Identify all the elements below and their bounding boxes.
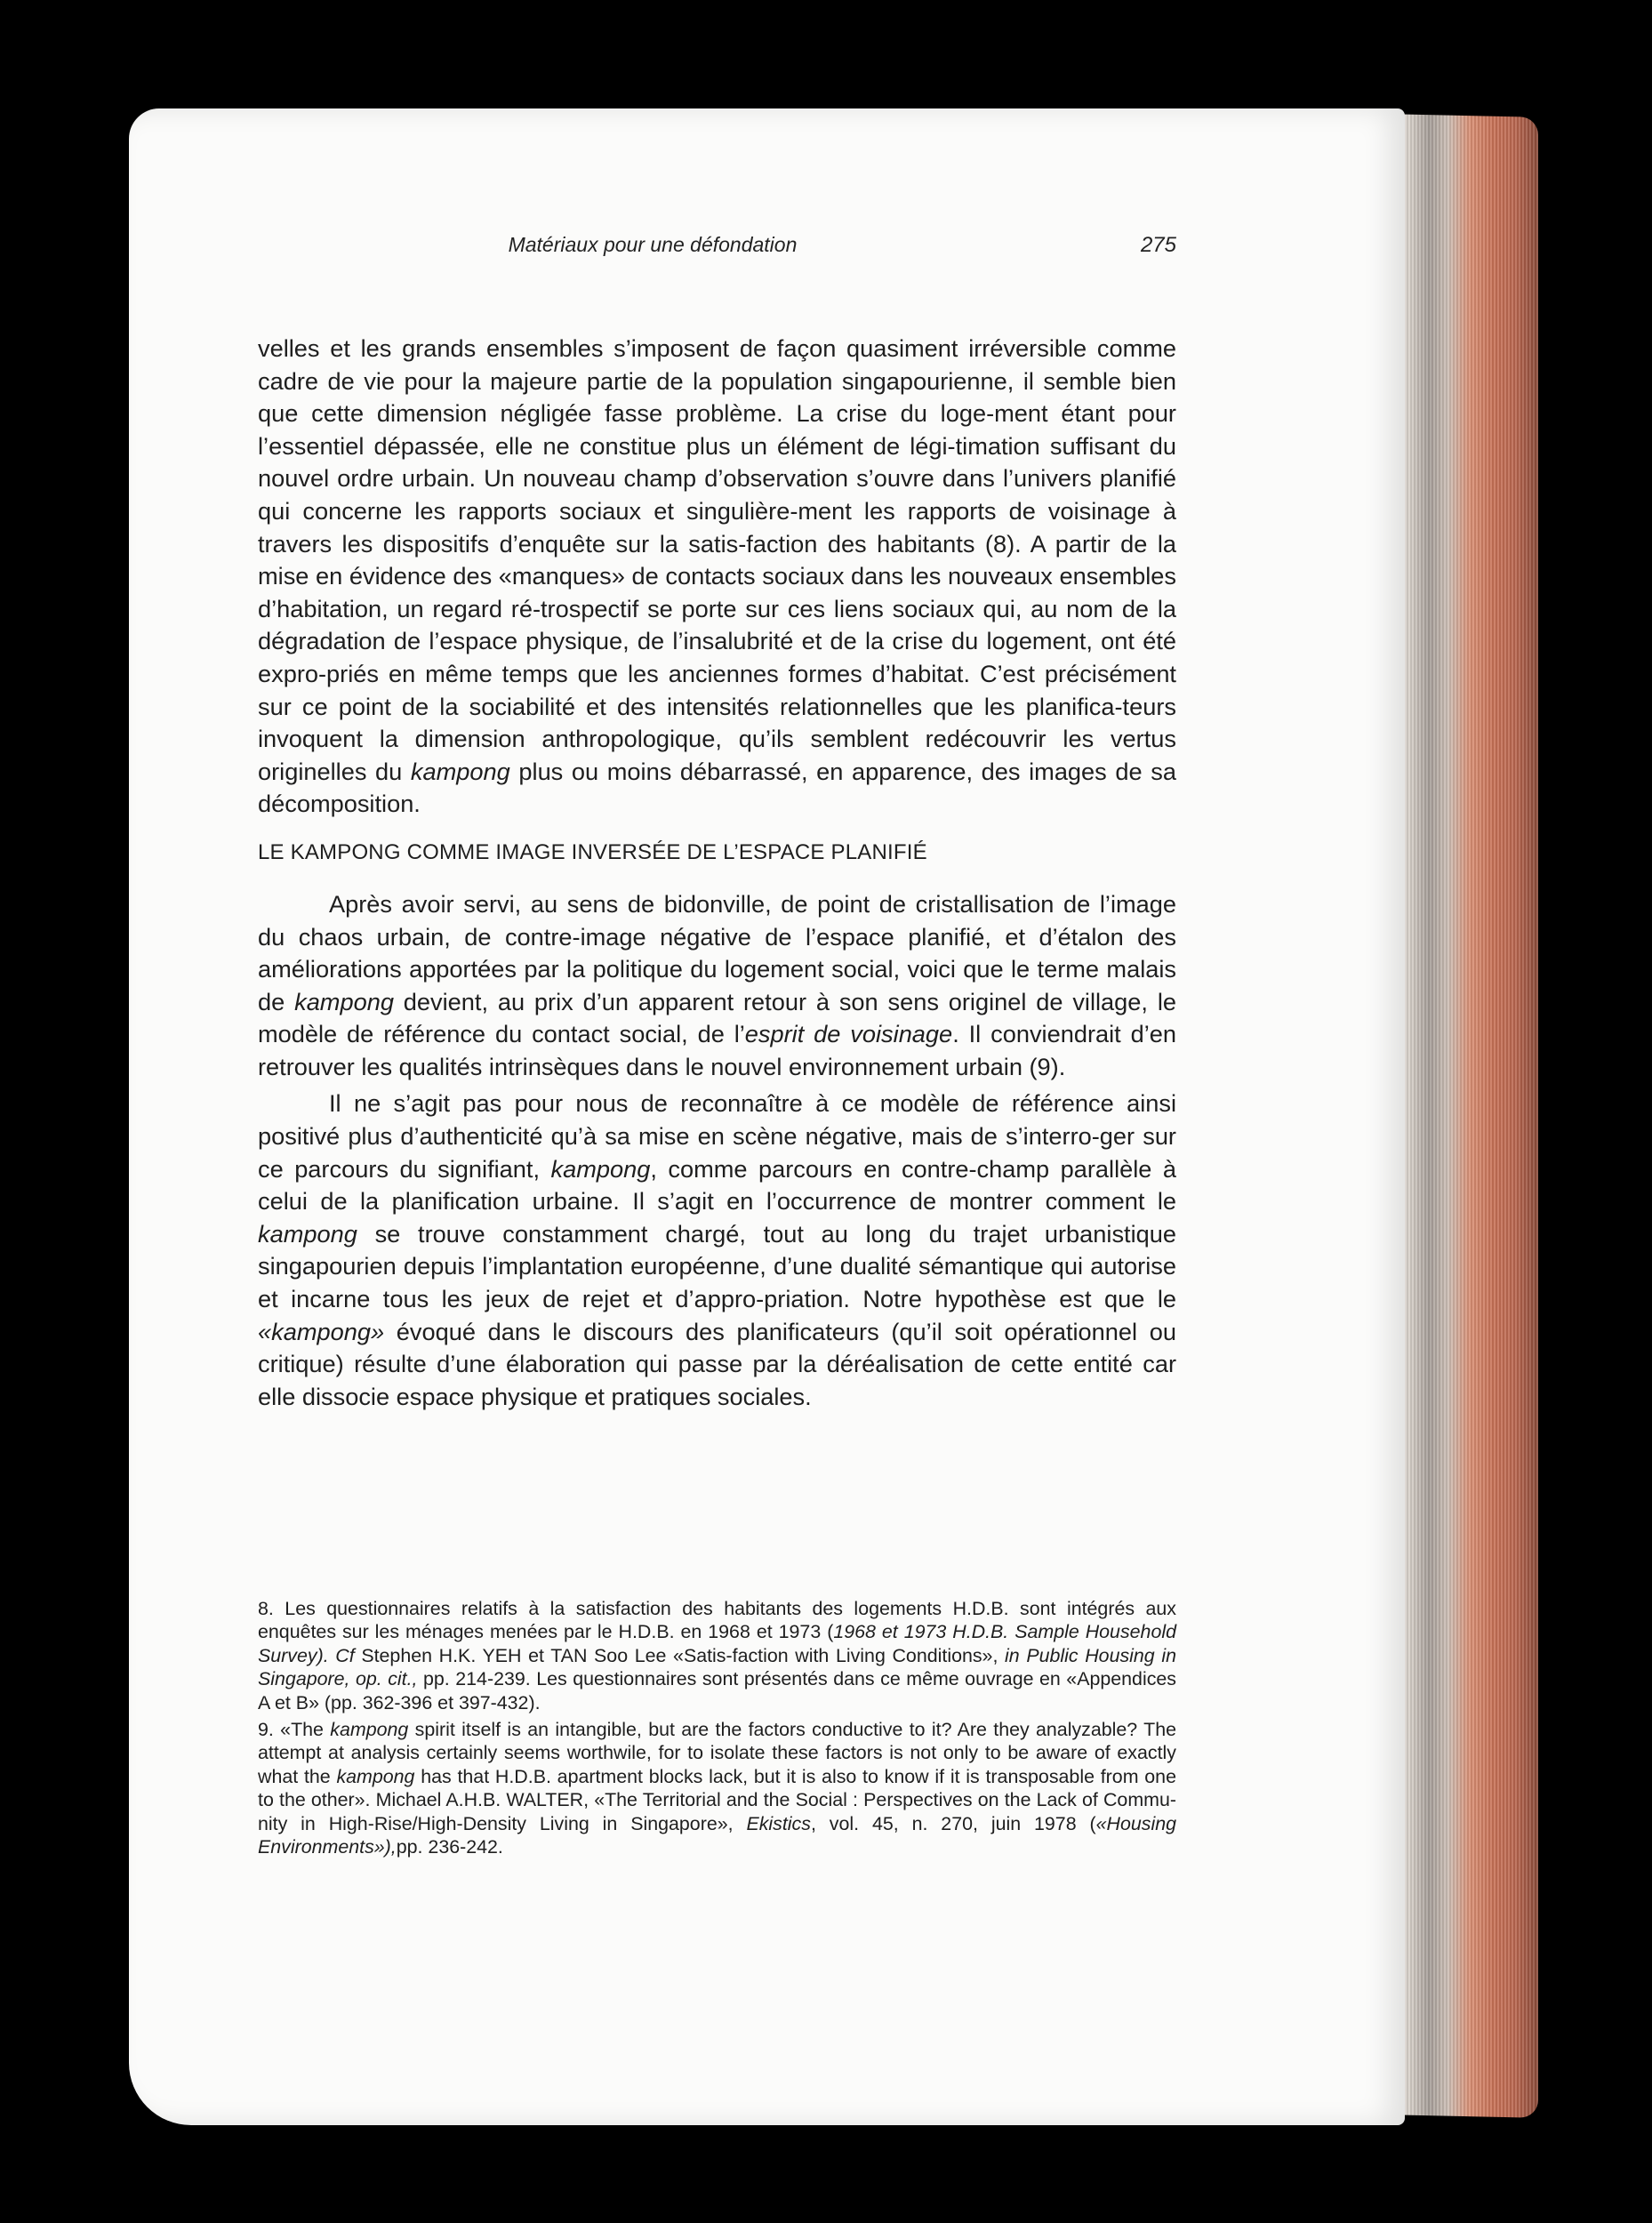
italic-term: «kampong» bbox=[258, 1317, 385, 1345]
footnote-9: 9. «The kampong spirit itself is an intangible, but are the factors conductive to it? Are they analyzable? The attempt at analysis certainly seems worthwile, for to isolate these factors is not only to be aware of exactly what the kampong has that H.D.B. apartment blocks lack, but it is also to know if it is transposable from one to the other». Michael A.H.B. WALTER, «The Territorial and the Social : Perspectives on the Lack of Commu-nity in High-Rise/High-Density Living in Singapore», Ekistics, vol. 45, n. 270, juin 1978 («Housing Environments»),pp. 236-242. bbox=[258, 1719, 1176, 1858]
footnotes bbox=[258, 1597, 1176, 1858]
italic-term: kampong bbox=[258, 1219, 357, 1248]
section-heading: LE KAMPONG COMME IMAGE INVERSÉE DE L’ESPACE PLANIFIÉ bbox=[258, 839, 927, 864]
italic-term: kampong bbox=[410, 757, 510, 785]
footnote-8: 8. Les questionnaires relatifs à la satisfaction des habitants des logements H.D.B. sont intégrés aux enquêtes sur les ménages menées par le H.D.B. en 1968 et 1973 (1968 et 1973 H.D.B. Sample Household Survey). Cf Stephen H.K. YEH et TAN Soo Lee «Satis-faction with Living Conditions», in Public Housing in Singapore, op. cit., pp. 214-239. Les questionnaires sont présentés dans ce même ouvrage en «Appendices A et B» (pp. 362-396 et 397-432). bbox=[258, 1598, 1176, 1713]
page-number: 275 bbox=[1140, 233, 1176, 257]
main-text bbox=[258, 333, 1176, 1413]
paragraph: Après avoir servi, au sens de bidonville, de point de cristallisation de l’image du chaos urbain, de contre-image négative de l’espace planifié, et d’étalon des améliorations apportées par la politique du logement social, voici que le terme malais de kampong devient, au prix d’un apparent retour à son sens originel de village, le modèle de référence du contact social, de l’esprit de voisinage. Il conviendrait d’en retrouver les qualités intrinsèques dans le nouvel environnement urbain (9). bbox=[258, 889, 1177, 1080]
running-title: Matériaux pour une défondation bbox=[508, 233, 798, 256]
paragraph: velles et les grands ensembles s’imposent de façon quasiment irréversible comme cadre de vie pour la majeure partie de la population singapourienne, il semble bien que cette dimension négligée fasse problème. La crise du loge-ment étant pour l’essentiel dépassée, elle ne constitue plus un élément de légi-timation suffisant du nouvel ordre urbain. Un nouveau champ d’observation s’ouvre dans l’univers planifié qui concerne les rapports sociaux et singulière-ment les rapports de voisinage à travers les dispositifs d’enquête sur la satis-faction des habitants (8). A partir de la mise en évidence des «manques» de contacts sociaux dans les nouveaux ensembles d’habitation, un regard ré-trospectif se porte sur ces liens sociaux qui, au nom de la dégradation de l’espace physique, de l’insalubrité et de la crise du logement, ont été expro-priés en même temps que les anciennes formes d’habitat. C’est précisément sur ce point de la sociabilité et des intensités relationnelles que les planifica-teurs invoquent la dimension anthropologique, qu’ils semblent redécouvrir les vertus originelles du kampong plus ou moins débarrassé, en apparence, des images de sa décomposition. bbox=[258, 334, 1176, 818]
book-page-edges bbox=[1387, 114, 1538, 2118]
italic-term: kampong bbox=[294, 987, 394, 1015]
italic-term: kampong bbox=[550, 1154, 651, 1183]
paragraph: Il ne s’agit pas pour nous de reconnaître à ce modèle de référence ainsi positivé plus d’authenticité qu’à sa mise en scène négative, mais de s’interro-ger sur ce parcours du signifiant, kampong, comme parcours en contre-champ parallèle à celui de la planification urbaine. Il s’agit en l’occurrence de montrer comment le kampong se trouve constamment chargé, tout au long du trajet urbanistique singapourien depuis l’implantation européenne, d’une dualité sémantique qui autorise et incarne tous les jeux de rejet et d’appro-priation. Notre hypothèse est que le «kampong» évoqué dans le discours des planificateurs (qu’il soit opérationnel ou critique) résulte d’une élaboration qui passe par la déréalisation de cette entité car elle dissocie espace physique et pratiques sociales. bbox=[258, 1089, 1177, 1410]
running-head bbox=[129, 233, 1176, 265]
italic-term: esprit de voisinage bbox=[744, 1020, 953, 1048]
